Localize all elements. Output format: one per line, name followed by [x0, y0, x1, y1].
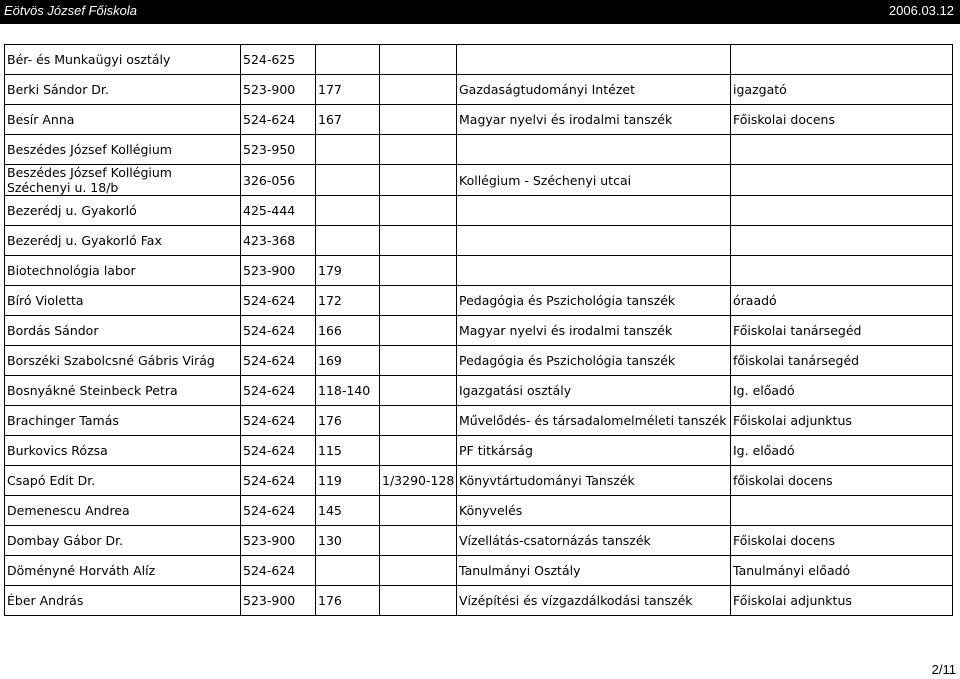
extension-cell: 169 [316, 346, 380, 376]
page-number: 2/11 [931, 662, 956, 677]
position-cell: Főiskolai docens [731, 105, 953, 135]
extension-cell: 176 [316, 406, 380, 436]
department-cell: Magyar nyelvi és irodalmi tanszék [457, 105, 731, 135]
direct-line-cell [380, 226, 457, 256]
name-cell: Burkovics Rózsa [5, 436, 241, 466]
phone-cell: 524-624 [241, 556, 316, 586]
header-date: 2006.03.12 [888, 3, 954, 18]
position-cell: Főiskolai adjunktus [731, 586, 953, 616]
phone-cell: 524-624 [241, 286, 316, 316]
department-cell: Könyvelés [457, 496, 731, 526]
institution-name: Eötvös József Főiskola [4, 3, 137, 18]
extension-cell: 177 [316, 75, 380, 105]
table-row [5, 135, 953, 165]
name-cell: Demenescu Andrea [5, 496, 241, 526]
table-row [5, 556, 953, 586]
department-cell [457, 45, 731, 75]
phone-cell: 523-900 [241, 586, 316, 616]
position-cell: Főiskolai docens [731, 526, 953, 556]
phone-cell: 524-624 [241, 376, 316, 406]
department-cell: Magyar nyelvi és irodalmi tanszék [457, 316, 731, 346]
direct-line-cell [380, 135, 457, 165]
position-cell [731, 196, 953, 226]
phone-cell: 524-624 [241, 105, 316, 135]
table-row [5, 586, 953, 616]
department-cell [457, 256, 731, 286]
extension-cell: 172 [316, 286, 380, 316]
name-cell: Bosnyákné Steinbeck Petra [5, 376, 241, 406]
position-cell [731, 256, 953, 286]
name-cell: Beszédes József Kollégium Széchenyi u. 18/b [5, 165, 241, 196]
department-cell [457, 135, 731, 165]
extension-cell [316, 226, 380, 256]
name-cell: Bíró Violetta [5, 286, 241, 316]
direct-line-cell [380, 316, 457, 346]
direct-line-cell [380, 526, 457, 556]
name-cell: Dombay Gábor Dr. [5, 526, 241, 556]
department-cell [457, 196, 731, 226]
department-cell: Vízellátás-csatornázás tanszék [457, 526, 731, 556]
position-cell [731, 226, 953, 256]
table-row [5, 226, 953, 256]
table-row [5, 436, 953, 466]
name-cell: Csapó Edit Dr. [5, 466, 241, 496]
name-cell: Bér- és Munkaügyi osztály [5, 45, 241, 75]
table-row [5, 406, 953, 436]
direct-line-cell [380, 105, 457, 135]
extension-cell: 166 [316, 316, 380, 346]
position-cell [731, 135, 953, 165]
phone-cell: 524-624 [241, 466, 316, 496]
direct-line-cell [380, 406, 457, 436]
direct-line-cell [380, 75, 457, 105]
position-cell: Ig. előadó [731, 376, 953, 406]
extension-cell [316, 45, 380, 75]
phone-cell: 524-624 [241, 406, 316, 436]
phone-cell: 524-624 [241, 436, 316, 466]
table-row [5, 165, 953, 196]
department-cell: Gazdaságtudományi Intézet [457, 75, 731, 105]
position-cell: főiskolai docens [731, 466, 953, 496]
name-cell: Berki Sándor Dr. [5, 75, 241, 105]
department-cell: Könyvtártudományi Tanszék [457, 466, 731, 496]
table-row [5, 105, 953, 135]
extension-cell: 130 [316, 526, 380, 556]
direct-line-cell [380, 165, 457, 196]
table-row [5, 196, 953, 226]
position-cell [731, 496, 953, 526]
table-row [5, 526, 953, 556]
position-cell: Főiskolai adjunktus [731, 406, 953, 436]
direct-line-cell [380, 45, 457, 75]
direct-line-cell [380, 376, 457, 406]
phone-cell: 524-624 [241, 496, 316, 526]
name-cell: Borszéki Szabolcsné Gábris Virág [5, 346, 241, 376]
extension-cell [316, 165, 380, 196]
extension-cell: 119 [316, 466, 380, 496]
direct-line-cell [380, 286, 457, 316]
department-cell: Művelődés- és társadalomelméleti tanszék [457, 406, 731, 436]
table-row [5, 346, 953, 376]
position-cell: főiskolai tanársegéd [731, 346, 953, 376]
name-cell: Brachinger Tamás [5, 406, 241, 436]
phone-cell: 523-900 [241, 75, 316, 105]
position-cell [731, 45, 953, 75]
phone-cell: 523-950 [241, 135, 316, 165]
extension-cell: 118-140 [316, 376, 380, 406]
extension-cell: 115 [316, 436, 380, 466]
direct-line-cell [380, 496, 457, 526]
phone-cell: 524-625 [241, 45, 316, 75]
name-cell: Biotechnológia labor [5, 256, 241, 286]
direct-line-cell [380, 556, 457, 586]
department-cell: Tanulmányi Osztály [457, 556, 731, 586]
department-cell: Pedagógia és Pszichológia tanszék [457, 286, 731, 316]
department-cell: Kollégium - Széchenyi utcai [457, 165, 731, 196]
position-cell: igazgató [731, 75, 953, 105]
direct-line-cell: 1/3290-128 [380, 466, 457, 496]
phone-cell: 524-624 [241, 346, 316, 376]
name-cell: Bordás Sándor [5, 316, 241, 346]
table-row [5, 316, 953, 346]
table-row [5, 376, 953, 406]
table-row [5, 75, 953, 105]
table-row [5, 466, 953, 496]
extension-cell: 179 [316, 256, 380, 286]
position-cell: Főiskolai tanársegéd [731, 316, 953, 346]
direct-line-cell [380, 256, 457, 286]
extension-cell: 176 [316, 586, 380, 616]
position-cell: óraadó [731, 286, 953, 316]
position-cell: Tanulmányi előadó [731, 556, 953, 586]
extension-cell [316, 196, 380, 226]
extension-cell: 167 [316, 105, 380, 135]
table-row [5, 496, 953, 526]
direct-line-cell [380, 436, 457, 466]
table-row [5, 45, 953, 75]
name-cell: Bezerédj u. Gyakorló Fax [5, 226, 241, 256]
name-cell: Éber András [5, 586, 241, 616]
department-cell: Pedagógia és Pszichológia tanszék [457, 346, 731, 376]
page-header [0, 0, 960, 24]
phone-cell: 326-056 [241, 165, 316, 196]
phone-cell: 523-900 [241, 526, 316, 556]
phone-cell: 423-368 [241, 226, 316, 256]
phone-directory-table [4, 44, 953, 616]
name-cell: Bezerédj u. Gyakorló [5, 196, 241, 226]
extension-cell [316, 556, 380, 586]
phone-cell: 425-444 [241, 196, 316, 226]
phone-cell: 524-624 [241, 316, 316, 346]
position-cell [731, 165, 953, 196]
table-body [5, 45, 953, 616]
extension-cell: 145 [316, 496, 380, 526]
direct-line-cell [380, 346, 457, 376]
name-cell: Besír Anna [5, 105, 241, 135]
table-row [5, 256, 953, 286]
extension-cell [316, 135, 380, 165]
phone-cell: 523-900 [241, 256, 316, 286]
department-cell: Igazgatási osztály [457, 376, 731, 406]
department-cell: Vízépítési és vízgazdálkodási tanszék [457, 586, 731, 616]
department-cell: PF titkárság [457, 436, 731, 466]
direct-line-cell [380, 586, 457, 616]
department-cell [457, 226, 731, 256]
direct-line-cell [380, 196, 457, 226]
table-row [5, 286, 953, 316]
position-cell: Ig. előadó [731, 436, 953, 466]
name-cell: Beszédes József Kollégium [5, 135, 241, 165]
name-cell: Döményné Horváth Alíz [5, 556, 241, 586]
